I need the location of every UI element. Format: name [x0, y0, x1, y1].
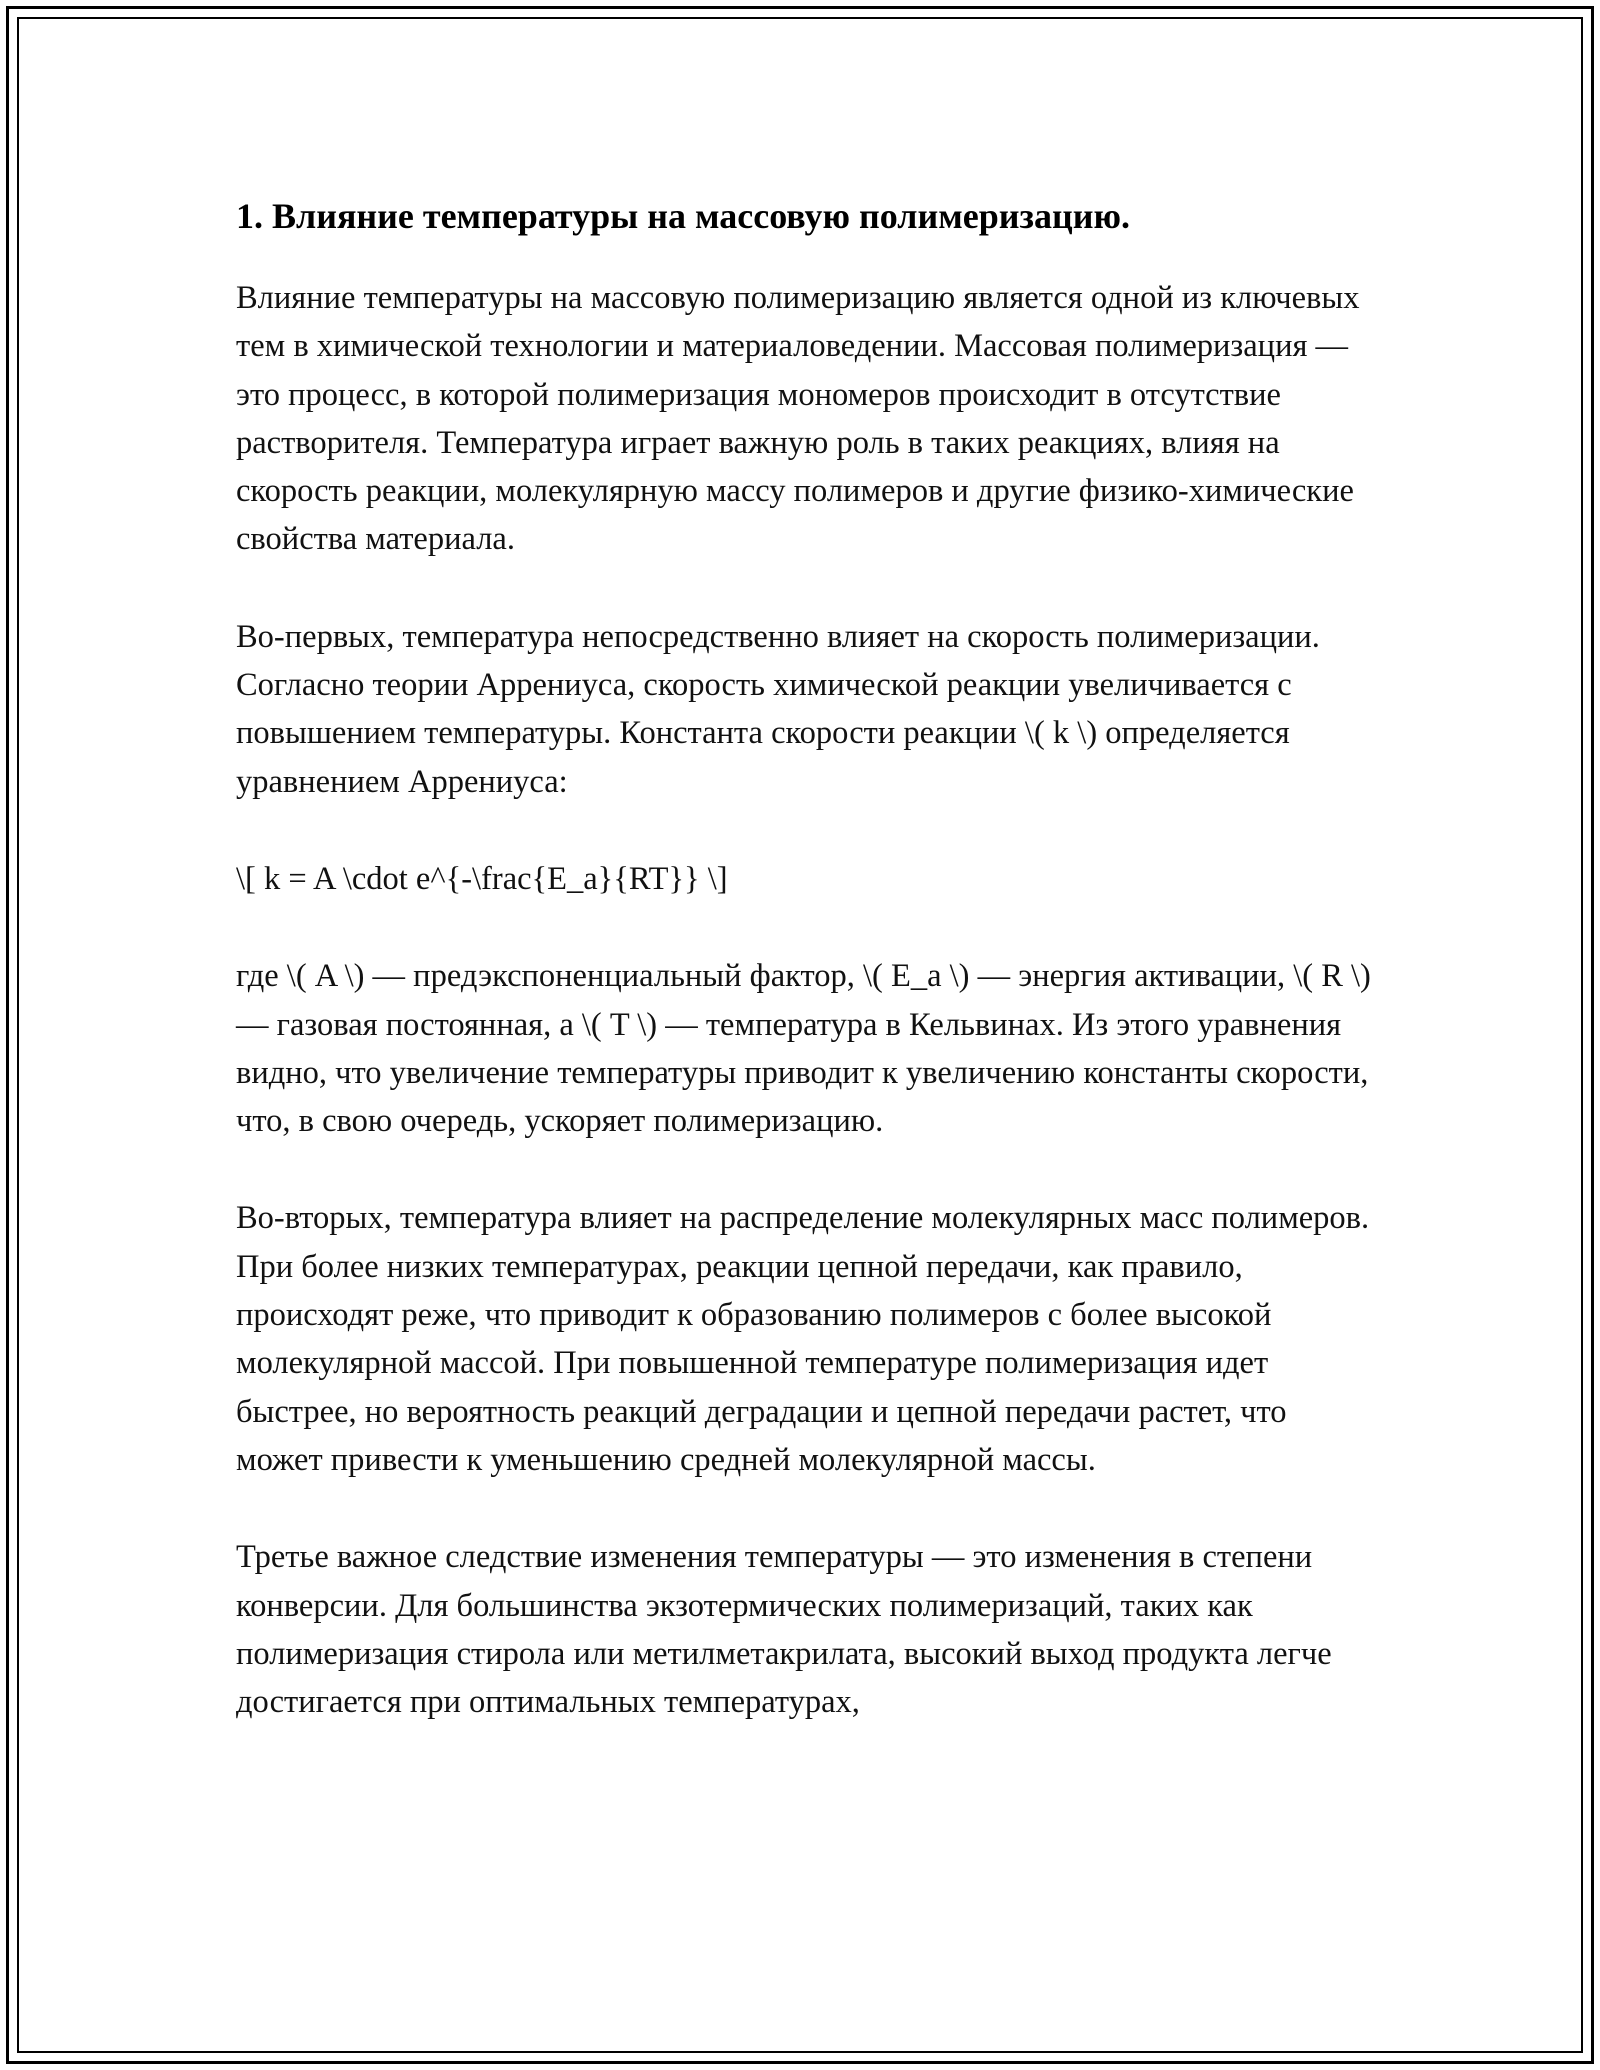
arrhenius-equation: \[ k = A \cdot e^{-\frac{E_a}{RT}} \] [236, 860, 728, 897]
section-heading: 1. Влияние температуры на массовую полимеризацию. [236, 196, 1130, 236]
document-body [236, 188, 1376, 1775]
paragraph-intro: Влияние температуры на массовую полимеризацию является одной из ключевых тем в химической технологии и материаловедении. Массовая полимеризация — это процесс, в которой полимеризация мономеров происходит в отсутствие растворителя. Температура играет важную роль в таких реакциях, влияя на скорость реакции, молекулярную массу полимеров и другие физико-химические свойства материала. [236, 280, 1360, 558]
paragraph-molecular-mass: Во-вторых, температура влияет на распределение молекулярных масс полимеров. При более низких температурах, реакции цепной передачи, как правило, происходят реже, что приводит к образованию полимеров с более высокой молекулярной массой. При повышенной температуре полимеризация идет быстрее, но вероятность реакций деградации и цепной передачи растет, что может привести к уменьшению средней молекулярной массы. [236, 1200, 1370, 1478]
paragraph-definitions: где \( A \) — предэкспоненциальный фактор, \( E_a \) — энергия активации, \( R \) — газовая постоянная, а \( T \) — температура в Кельвинах. Из этого уравнения видно, что увеличение температуры приводит к увеличению константы скорости, что, в свою очередь, ускоряет полимеризацию. [236, 958, 1371, 1140]
paragraph-rate: Во-первых, температура непосредственно влияет на скорость полимеризации. Согласно теории Аррениуса, скорость химической реакции увеличивается с повышением температуры. Константа скорости реакции \( k \) определяется уравнением Аррениуса: [236, 618, 1320, 800]
paragraph-conversion: Третье важное следствие изменения температуры — это изменения в степени конверсии. Для большинства экзотермических полимеризаций, таких как полимеризация стирола или метилметакрилата, высокий выход продукта легче достигается при оптимальных температурах, [236, 1539, 1332, 1721]
